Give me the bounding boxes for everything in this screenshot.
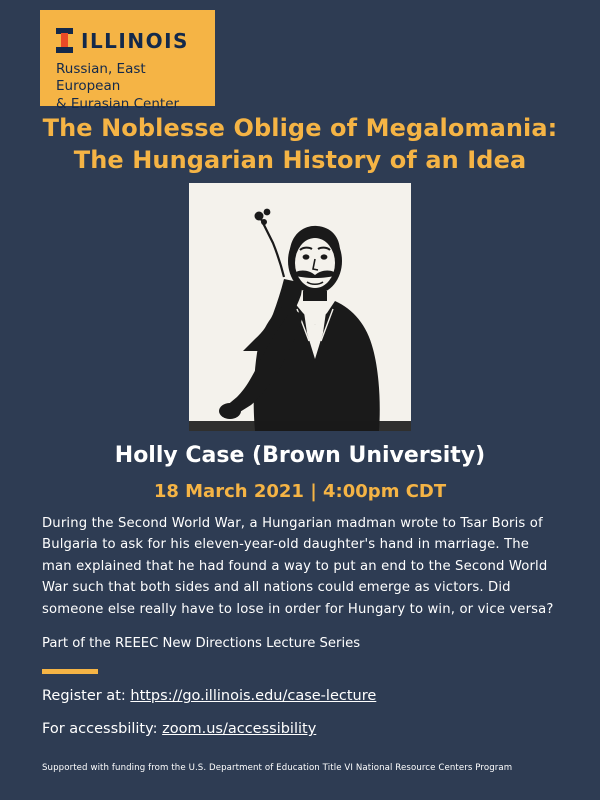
registration-line bbox=[42, 688, 562, 704]
page-title bbox=[0, 113, 600, 176]
center-name bbox=[56, 61, 203, 113]
register-link[interactable]: https://go.illinois.edu/case-lecture bbox=[130, 688, 377, 704]
logo-row bbox=[56, 28, 203, 53]
accent-divider bbox=[42, 669, 98, 674]
center-name-line1: Russian, East European bbox=[56, 61, 146, 95]
funding-statement: Supported with funding from the U.S. Department of Education Title VI National Resource Centers Program bbox=[42, 763, 513, 773]
event-datetime: 18 March 2021 | 4:00pm CDT bbox=[153, 481, 447, 502]
lecture-series-note: Part of the REEEC New Directions Lecture Series bbox=[42, 636, 361, 651]
illinois-reeec-logo bbox=[40, 10, 215, 112]
event-abstract: During the Second World War, a Hungarian madman wrote to Tsar Boris of Bulgaria to ask for his eleven-year-old daughter's hand in marriage. The man explained that he had found a way to put an end to the Second World War such that both sides and all nations could emerge as victors. Did someone else really have to lose in order for Hungary to win, or vice versa? bbox=[42, 516, 554, 617]
speaker-topic-photo bbox=[189, 183, 411, 431]
speaker-name: Holly Case (Brown University) bbox=[114, 443, 486, 468]
accessibility-label: For accessbility: bbox=[42, 721, 163, 737]
accessibility-link[interactable]: zoom.us/accessibility bbox=[162, 721, 317, 737]
accessibility-line bbox=[42, 721, 562, 737]
photo-illustration bbox=[189, 183, 411, 431]
center-name-line2: & Eurasian Center bbox=[56, 95, 180, 112]
illinois-wordmark: ILLINOIS bbox=[81, 28, 189, 53]
title-line-2: The Hungarian History of an Idea bbox=[73, 145, 527, 174]
register-label: Register at: bbox=[42, 688, 131, 704]
title-line-1: The Noblesse Oblige of Megalomania: bbox=[42, 114, 558, 142]
illinois-block-i-icon bbox=[56, 28, 73, 53]
